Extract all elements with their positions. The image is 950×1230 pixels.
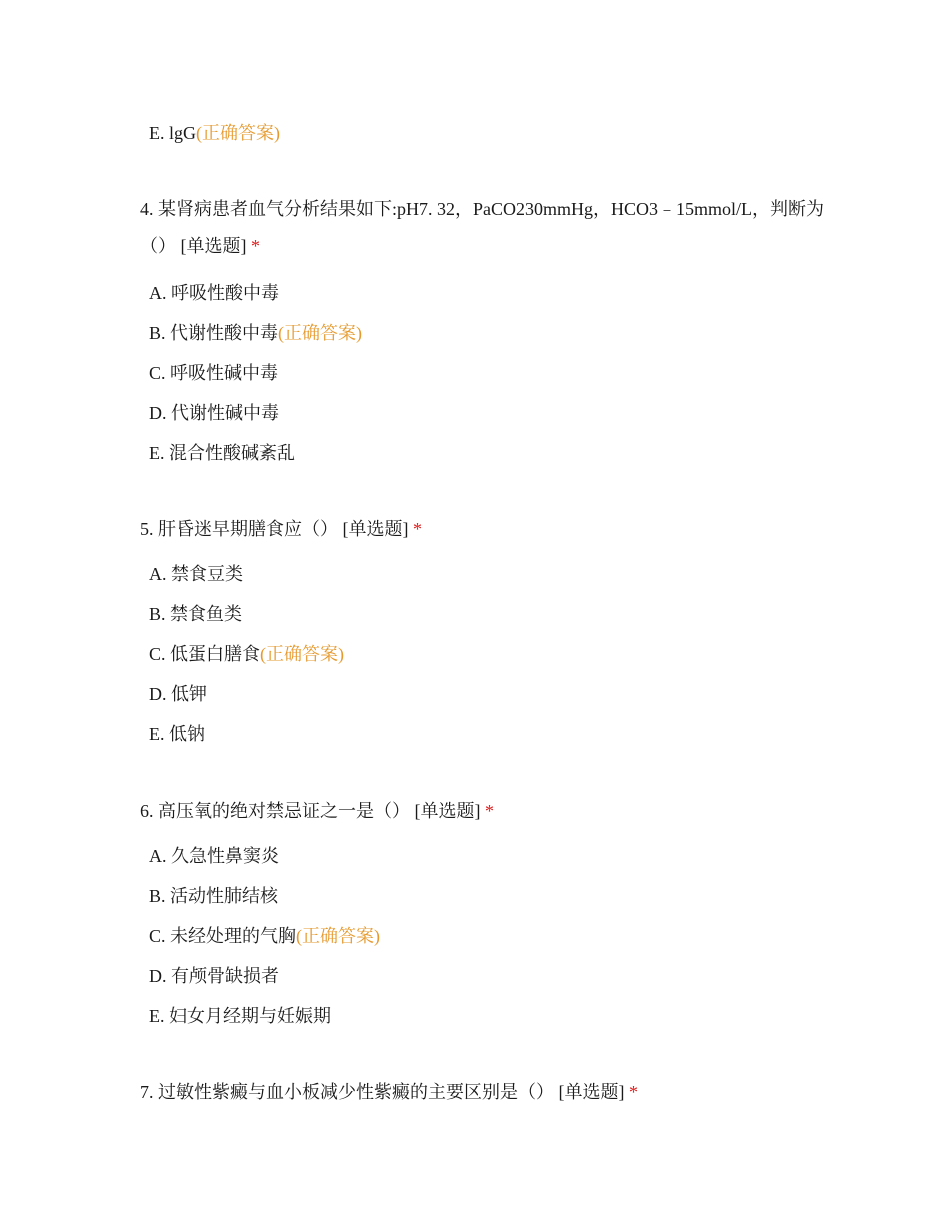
q4-option-e — [149, 441, 295, 465]
option-label: A. 呼吸性酸中毒 — [149, 283, 279, 303]
q6-option-b — [149, 884, 278, 908]
option-label: E. 混合性酸碱紊乱 — [149, 443, 295, 463]
q4-option-a — [149, 281, 279, 305]
option-label: C. 呼吸性碱中毒 — [149, 363, 279, 383]
q3-option-e — [149, 121, 280, 145]
question-text: 4. 某肾病患者血气分析结果如下:pH7. 32，PaCO230mmHg，HCO3﹣15mmol/L，判断为（） [单选题] — [140, 199, 825, 256]
correct-answer-mark: (正确答案) — [296, 926, 381, 946]
required-mark: * — [629, 1082, 638, 1102]
q4-option-b — [149, 321, 362, 345]
question-text: 7. 过敏性紫癜与血小板减少性紫癜的主要区别是（） [单选题] — [140, 1082, 625, 1102]
option-label: A. 禁食豆类 — [149, 564, 243, 584]
option-label: A. 久急性鼻窦炎 — [149, 846, 279, 866]
option-label: E. 低钠 — [149, 724, 205, 744]
option-label: B. 活动性肺结核 — [149, 886, 279, 906]
option-label: E. 妇女月经期与妊娠期 — [149, 1006, 331, 1026]
question-text: 6. 高压氧的绝对禁忌证之一是（） [单选题] — [140, 801, 481, 821]
option-label: D. 低钾 — [149, 684, 207, 704]
q6-option-e — [149, 1004, 331, 1028]
required-mark: * — [251, 236, 260, 256]
question-7 — [140, 1074, 830, 1111]
q5-option-d — [149, 682, 207, 706]
q4-option-c — [149, 361, 278, 385]
q6-option-d — [149, 964, 279, 988]
q5-option-a — [149, 562, 243, 586]
question-4 — [140, 191, 830, 265]
option-label: E. lgG — [149, 123, 196, 143]
question-text: 5. 肝昏迷早期膳食应（） [单选题] — [140, 519, 409, 539]
option-label: C. 未经处理的气胸 — [149, 926, 297, 946]
correct-answer-mark: (正确答案) — [260, 644, 345, 664]
q6-option-a — [149, 844, 279, 868]
q5-option-b — [149, 602, 242, 626]
correct-answer-mark: (正确答案) — [196, 123, 280, 143]
required-mark: * — [413, 519, 422, 539]
option-label: D. 代谢性碱中毒 — [149, 403, 279, 423]
q5-option-c — [149, 642, 344, 666]
option-label: D. 有颅骨缺损者 — [149, 966, 279, 986]
option-label: B. 代谢性酸中毒 — [149, 323, 279, 343]
q5-option-e — [149, 722, 205, 746]
question-5 — [140, 511, 830, 548]
option-label: B. 禁食鱼类 — [149, 604, 243, 624]
option-label: C. 低蛋白膳食 — [149, 644, 261, 664]
correct-answer-mark: (正确答案) — [278, 323, 363, 343]
question-6 — [140, 793, 830, 830]
required-mark: * — [485, 801, 494, 821]
q6-option-c — [149, 924, 380, 948]
q4-option-d — [149, 401, 279, 425]
